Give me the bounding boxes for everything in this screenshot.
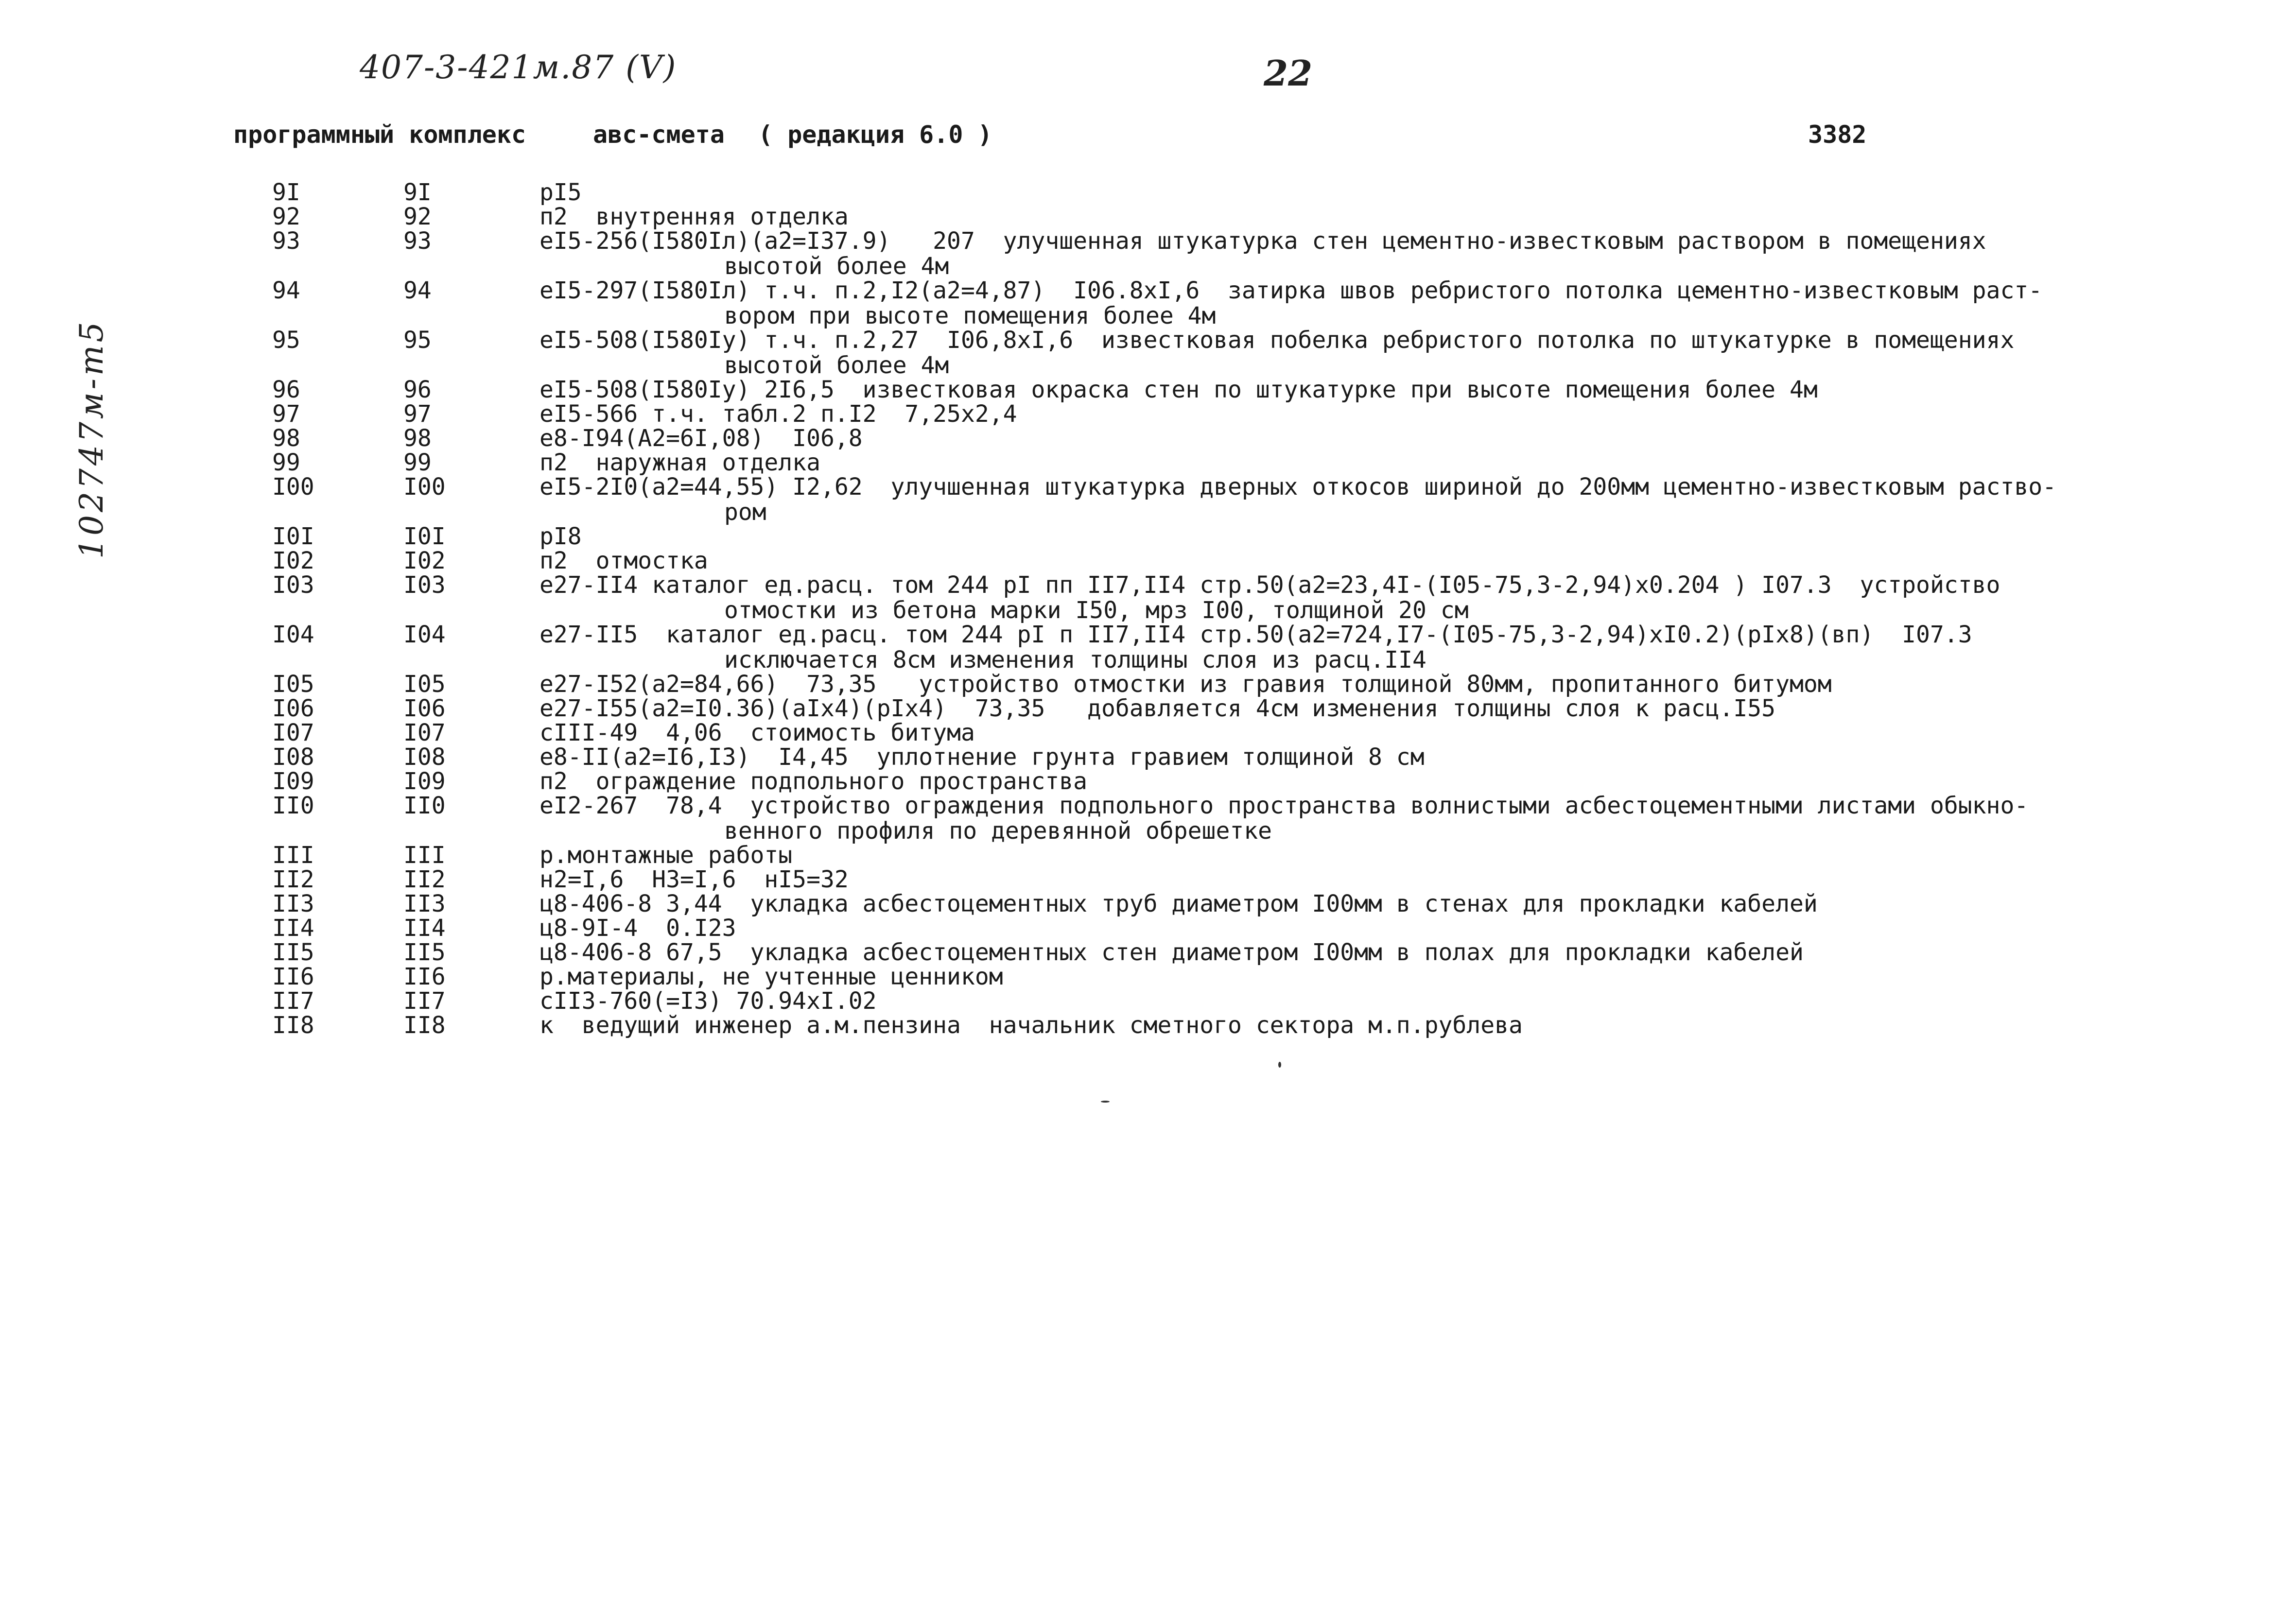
row-text: cIII-49 4,06 стоимость битума: [539, 719, 975, 746]
row-index: I02: [403, 547, 446, 574]
row-text: н2=I,6 Н3=I,6 нI5=32: [539, 866, 849, 893]
row-index: I08: [403, 743, 446, 771]
row-index: II6: [403, 963, 446, 990]
row-text: п2 отмостка: [539, 547, 708, 574]
row-index: I06: [403, 695, 446, 722]
row-index: II8: [403, 1012, 446, 1039]
row-text: к ведущий инженер а.м.пензина начальник сметного сектора м.п.рублева: [539, 1012, 1523, 1039]
row-number: 96: [272, 376, 300, 403]
row-continuation: высотой более 4м: [724, 352, 949, 379]
row-continuation: отмостки из бетона марки I50, мрз I00, толщиной 20 см: [724, 597, 1469, 624]
row-number: I03: [272, 571, 314, 599]
listing-row: [0, 548, 2296, 572]
row-text: pI8: [539, 523, 582, 550]
row-text: pI5: [539, 179, 582, 206]
listing-row: [0, 988, 2296, 1013]
row-index: II7: [403, 987, 446, 1015]
row-number: I05: [272, 671, 314, 698]
listing-row: [0, 672, 2296, 696]
listing-row: [0, 450, 2296, 474]
row-number: 98: [272, 425, 300, 452]
listing-row: [0, 572, 2296, 622]
row-continuation: ром: [724, 499, 766, 526]
header-code: 3382: [1808, 121, 1867, 149]
listing-row: [0, 622, 2296, 672]
row-index: I00: [403, 473, 446, 501]
row-index: I03: [403, 571, 446, 599]
row-number: I04: [272, 621, 314, 648]
listing-row: [0, 867, 2296, 891]
row-text: р.монтажные работы: [539, 842, 793, 869]
scan-speck: [1101, 1101, 1110, 1103]
row-index: I09: [403, 768, 446, 795]
row-number: III: [272, 842, 314, 869]
row-text: e27-I55(a2=I0.36)(aIx4)(pIx4) 73,35 добавляется 4см изменения толщины слоя к расц.I55: [539, 695, 1776, 722]
listing-row: [0, 916, 2296, 940]
row-number: II2: [272, 866, 314, 893]
row-text: e27-I52(a2=84,66) 73,35 устройство отмостки из гравия толщиной 80мм, пропитанного битумом: [539, 671, 1832, 698]
document-code: 407-3-421м.87 (V): [360, 49, 677, 86]
row-number: II6: [272, 963, 314, 990]
row-number: I00: [272, 473, 314, 501]
row-number: I07: [272, 719, 314, 746]
page-number: 22: [1264, 52, 1313, 94]
row-number: 94: [272, 277, 300, 304]
row-number: II3: [272, 890, 314, 917]
row-text: cII3-760(=I3) 70.94xI.02: [539, 987, 877, 1015]
row-index: 9I: [403, 179, 432, 206]
row-number: 92: [272, 203, 300, 230]
listing-row: [0, 793, 2296, 843]
row-index: I05: [403, 671, 446, 698]
listing-row: [0, 377, 2296, 401]
row-text: e27-II5 каталог ед.расц. том 244 pI п II7,II4 стр.50(a2=724,I7-(I05-75,3-2,94)xI0.2)(pIx8)(вп) I07.3: [539, 621, 1972, 648]
listing-row: [0, 843, 2296, 867]
side-archive-code: 102747м-т5: [73, 319, 110, 559]
header-program: программный комплекс: [233, 121, 526, 149]
row-text: eI5-2I0(a2=44,55) I2,62 улучшенная штукатурка дверных откосов шириной до 200мм цементно-известковым раство-: [539, 473, 2057, 501]
row-index: 96: [403, 376, 432, 403]
listing-row: [0, 401, 2296, 426]
row-text: e8-I94(A2=6I,08) I06,8: [539, 425, 863, 452]
row-text: п2 ограждение подпольного пространства: [539, 768, 1088, 795]
row-text: р.материалы, не учтенные ценником: [539, 963, 1003, 990]
listing-row: [0, 426, 2296, 450]
row-number: 9I: [272, 179, 300, 206]
row-text: eI5-256(I580Iл)(a2=I37.9) 207 улучшенная штукатурка стен цементно-известковым раствором в помещениях: [539, 227, 1986, 255]
row-number: II8: [272, 1012, 314, 1039]
row-continuation: исключается 8см изменения толщины слоя из расц.II4: [724, 646, 1426, 674]
row-number: 97: [272, 400, 300, 428]
row-text: eI5-508(I580Iу) 2I6,5 известковая окраска стен по штукатурке при высоте помещения более 4м: [539, 376, 1818, 403]
listing-row: [0, 769, 2296, 793]
row-text: ц8-406-8 67,5 укладка асбестоцементных стен диаметром I00мм в полах для прокладки кабелей: [539, 939, 1804, 966]
row-text: п2 наружная отделка: [539, 449, 820, 476]
row-number: 93: [272, 227, 300, 255]
row-index: 92: [403, 203, 432, 230]
row-text: eI5-297(I580Iл) т.ч. п.2,I2(a2=4,87) I06.8xI,6 затирка швов ребристого потолка цементно-известковым раст-: [539, 277, 2043, 304]
listing-row: [0, 940, 2296, 964]
row-number: II5: [272, 939, 314, 966]
row-text: ц8-9I-4 0.I23: [539, 915, 736, 942]
row-number: I02: [272, 547, 314, 574]
row-number: II4: [272, 915, 314, 942]
listing-row: [0, 696, 2296, 720]
row-text: e27-II4 каталог ед.расц. том 244 pI пп II7,II4 стр.50(a2=23,4I-(I05-75,3-2,94)x0.204 ) I07.3 устройство: [539, 571, 2000, 599]
row-text: п2 внутренняя отделка: [539, 203, 849, 230]
row-index: 94: [403, 277, 432, 304]
listing-row: [0, 744, 2296, 769]
header-system: авс-смета: [593, 121, 725, 149]
row-text: e8-II(a2=I6,I3) I4,45 уплотнение грунта гравием толщиной 8 см: [539, 743, 1425, 771]
program-header: [233, 121, 1934, 155]
row-index: 93: [403, 227, 432, 255]
row-index: I04: [403, 621, 446, 648]
estimate-listing: [0, 180, 2296, 1037]
row-continuation: высотой более 4м: [724, 253, 949, 280]
row-text: ц8-406-8 3,44 укладка асбестоцементных труб диаметром I00мм в стенах для прокладки кабелей: [539, 890, 1818, 917]
listing-row: [0, 204, 2296, 228]
row-index: I0I: [403, 523, 446, 550]
listing-row: [0, 278, 2296, 328]
row-number: 95: [272, 327, 300, 354]
row-number: I08: [272, 743, 314, 771]
row-number: I06: [272, 695, 314, 722]
row-index: I07: [403, 719, 446, 746]
row-number: II7: [272, 987, 314, 1015]
row-index: II5: [403, 939, 446, 966]
row-index: 95: [403, 327, 432, 354]
row-number: I0I: [272, 523, 314, 550]
row-continuation: вором при высоте помещения более 4м: [724, 302, 1216, 329]
listing-row: [0, 228, 2296, 278]
listing-row: [0, 964, 2296, 988]
row-index: III: [403, 842, 446, 869]
listing-row: [0, 891, 2296, 916]
row-index: 98: [403, 425, 432, 452]
row-index: 99: [403, 449, 432, 476]
row-index: II4: [403, 915, 446, 942]
listing-row: [0, 524, 2296, 548]
row-number: II0: [272, 792, 314, 819]
row-text: eI2-267 78,4 устройство ограждения подпольного пространства волнистыми асбестоцементными листами обыкно-: [539, 792, 2029, 819]
row-index: II2: [403, 866, 446, 893]
listing-row: [0, 328, 2296, 377]
row-number: 99: [272, 449, 300, 476]
row-index: II3: [403, 890, 446, 917]
listing-row: [0, 474, 2296, 524]
listing-row: [0, 1013, 2296, 1037]
header-edition: ( редакция 6.0 ): [758, 121, 992, 149]
row-number: I09: [272, 768, 314, 795]
row-text: eI5-566 т.ч. табл.2 п.I2 7,25x2,4: [539, 400, 1017, 428]
row-continuation: венного профиля по деревянной обрешетке: [724, 817, 1272, 845]
listing-row: [0, 180, 2296, 204]
listing-row: [0, 720, 2296, 744]
scan-speck: [1278, 1062, 1281, 1068]
row-index: 97: [403, 400, 432, 428]
row-index: II0: [403, 792, 446, 819]
row-text: eI5-508(I580Iу) т.ч. п.2,27 I06,8xI,6 известковая побелка ребристого потолка по штукатурке в помещениях: [539, 327, 2015, 354]
